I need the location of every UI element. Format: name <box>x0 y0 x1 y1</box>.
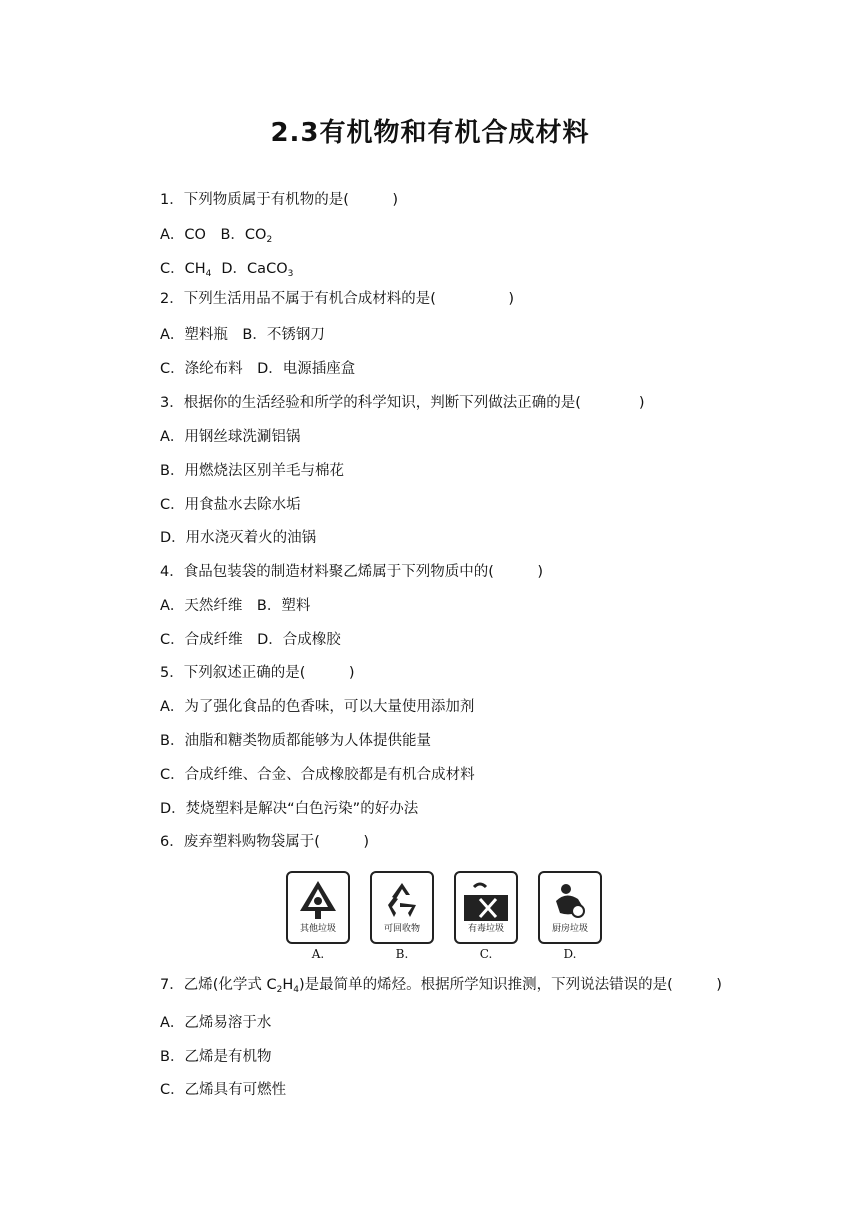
waste-sign-figure <box>286 871 606 963</box>
waste-sign-a <box>286 871 350 961</box>
sign-letter: D. <box>563 947 577 961</box>
question-1-options-cd <box>160 259 293 284</box>
subscript: 4 <box>293 985 299 995</box>
question-1-options-ab <box>160 225 272 250</box>
question-3-stem: 3．根据你的生活经验和所学的科学知识，判断下列做法正确的是( ) <box>160 395 645 411</box>
sign-letter: B. <box>395 947 409 961</box>
hazardous-waste-icon <box>464 879 508 921</box>
stem-text: )是最简单的烯烃。根据所学知识推测，下列说法错误的是( ) <box>299 977 722 993</box>
question-3-option-b: B．用燃烧法区别羊毛与棉花 <box>160 463 344 479</box>
question-5-option-d: D．焚烧塑料是解决“白色污染”的好办法 <box>160 801 419 817</box>
other-waste-icon <box>296 879 340 921</box>
sign-frame <box>370 871 434 944</box>
question-3-option-d: D．用水浇灭着火的油锅 <box>160 530 317 546</box>
question-1-stem: 1．下列物质属于有机物的是( ) <box>160 192 399 208</box>
question-5-option-b: B．油脂和糖类物质都能够为人体提供能量 <box>160 733 431 749</box>
subscript: 2 <box>266 235 273 245</box>
question-3-option-c: C．用食盐水去除水垢 <box>160 497 301 513</box>
question-2-options-cd: C．涤纶布料 D．电源插座盒 <box>160 361 356 377</box>
question-7-option-c: C．乙烯具有可燃性 <box>160 1082 287 1098</box>
question-6-stem: 6．废弃塑料购物袋属于( ) <box>160 834 370 850</box>
subscript: 3 <box>287 269 294 279</box>
question-4-options-cd: C．合成纤维 D．合成橡胶 <box>160 632 341 648</box>
recycle-icon <box>380 879 424 921</box>
sign-letter: A. <box>311 947 325 961</box>
sign-label: 厨房垃圾 <box>551 924 588 934</box>
option-ab-text: A．CO B．CO <box>160 227 267 243</box>
subscript: 4 <box>205 269 212 279</box>
question-5-option-a: A．为了强化食品的色香味，可以大量使用添加剂 <box>160 699 475 715</box>
stem-text: 7．乙烯(化学式 C <box>160 977 277 993</box>
stem-text: H <box>282 977 294 993</box>
option-d-text: D．CaCO <box>221 261 288 277</box>
waste-sign-b <box>370 871 434 961</box>
option-c-text: C．CH <box>160 261 206 277</box>
question-4-options-ab: A．天然纤维 B．塑料 <box>160 598 311 614</box>
question-7-option-a: A．乙烯易溶于水 <box>160 1015 272 1031</box>
question-2-stem: 2．下列生活用品不属于有机合成材料的是( ) <box>160 291 515 307</box>
sign-label: 其他垃圾 <box>299 924 336 934</box>
sign-frame <box>286 871 350 944</box>
question-7-stem <box>160 975 722 1000</box>
sign-frame <box>538 871 602 944</box>
sign-label: 可回收物 <box>383 924 420 934</box>
sign-frame <box>454 871 518 944</box>
question-7-option-b: B．乙烯是有机物 <box>160 1049 272 1065</box>
question-5-option-c: C．合成纤维、合金、合成橡胶都是有机合成材料 <box>160 767 475 783</box>
waste-sign-d <box>538 871 602 961</box>
question-4-stem: 4．食品包装袋的制造材料聚乙烯属于下列物质中的( ) <box>160 564 544 580</box>
question-5-stem: 5．下列叙述正确的是( ) <box>160 665 355 681</box>
subscript: 2 <box>276 985 283 995</box>
waste-sign-c <box>454 871 518 961</box>
sign-label: 有毒垃圾 <box>467 924 504 934</box>
question-2-options-ab: A．塑料瓶 B．不锈钢刀 <box>160 327 325 343</box>
sign-letter: C. <box>479 947 493 961</box>
kitchen-waste-icon <box>548 879 592 921</box>
page-title: 2.3有机物和有机合成材料 <box>270 118 590 148</box>
question-3-option-a: A．用钢丝球洗涮铝锅 <box>160 429 301 445</box>
